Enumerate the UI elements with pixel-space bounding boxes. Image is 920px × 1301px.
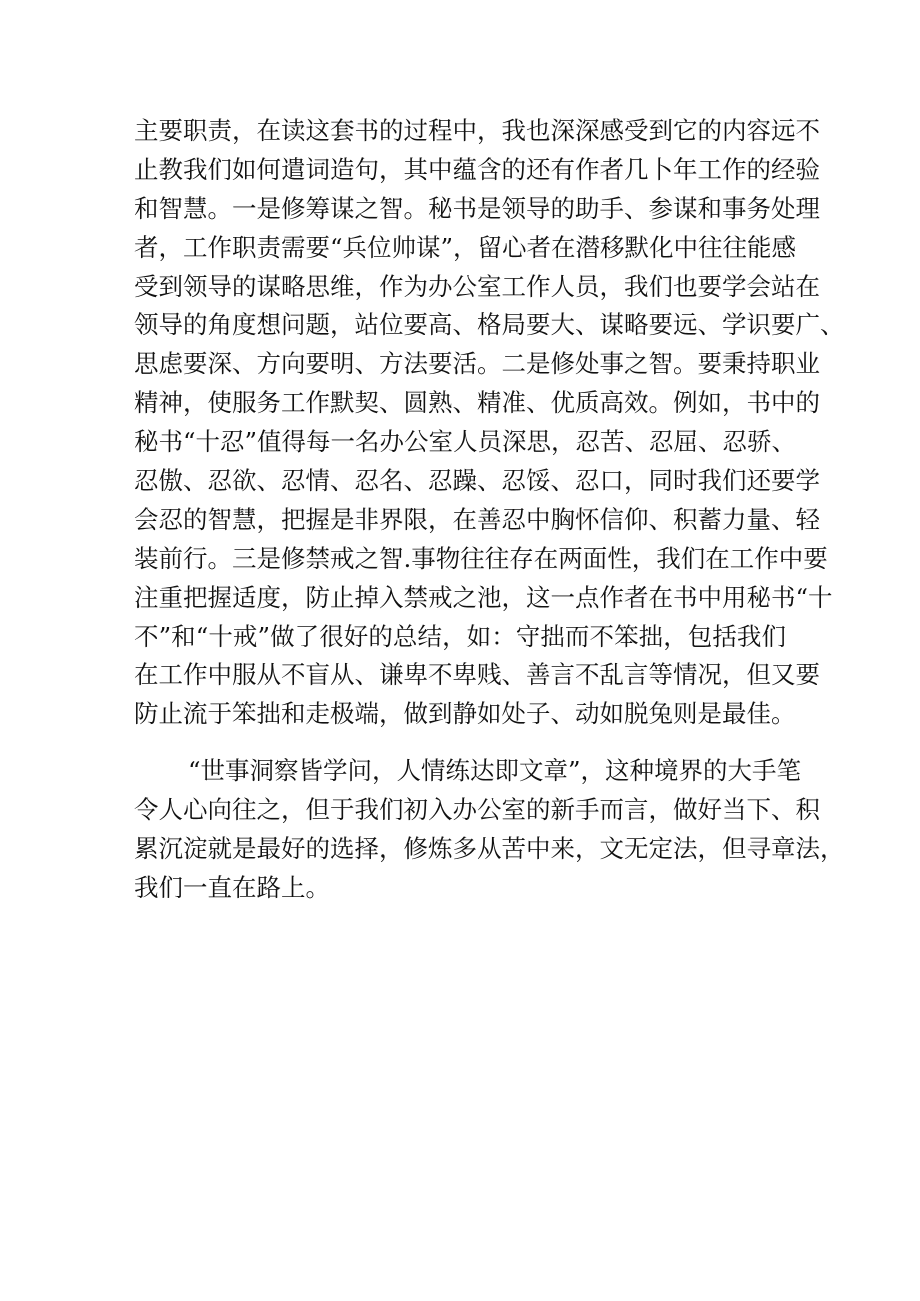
document-body	[134, 112, 845, 908]
paragraph-line: 止教我们如何遣词造句，其中蕴含的还有作者几卜年工作的经验	[134, 154, 820, 184]
paragraph-spacing	[134, 734, 786, 752]
paragraph-line: 受到领导的谋略思维，作为办公室工作人员，我们也要学会站在	[134, 271, 820, 301]
paragraph-line: 注重把握适度，防止掉入禁戒之池，这一点作者在书中用秘书“十	[134, 582, 833, 612]
paragraph-line: 会忍的智慧，把握是非界限，在善忍中胸怀信仰、积蓄力量、轻	[134, 504, 820, 534]
paragraph-1	[134, 112, 845, 734]
paragraph-line: 我们一直在路上。	[134, 872, 330, 902]
paragraph-line: 精神，使服务工作默契、圆熟、精准、优质高效。例如，书中的	[134, 388, 820, 418]
paragraph-2	[134, 752, 845, 908]
paragraph-line: 秘书“十忍”值得每一名办公室人员深思，忍苦、忍屈、忍骄、	[134, 427, 797, 457]
paragraph-line: 领导的角度想问题，站位要高、格局要大、谋略要远、学识要广、	[134, 310, 845, 340]
paragraph-line: 思虑要深、方向要明、方法要活。二是修处事之智。要秉持职业	[134, 349, 820, 379]
paragraph-line: 不”和“十戒”做了很好的总结，如：守拙而不笨拙，包括我们	[134, 621, 786, 651]
paragraph-line: 在工作中服从不盲从、谦卑不卑贱、善言不乱言等情况，但又要	[134, 660, 820, 690]
paragraph-line: 装前行。三是修禁戒之智.事物往往存在两面性，我们在工作中要	[134, 543, 828, 573]
paragraph-line: 和智慧。一是修筹谋之智。秘书是领导的助手、参谋和事务处理	[134, 193, 820, 223]
paragraph-line: 令人心向往之，但于我们初入办公室的新手而言，做好当下、积	[134, 795, 820, 825]
paragraph-line: 累沉淀就是最好的选择，修炼多从苦中来，文无定法，但寻章法，	[134, 834, 845, 864]
paragraph-line: 主要职责，在读这套书的过程中，我也深深感受到它的内容远不	[134, 116, 820, 145]
paragraph-line: “世事洞察皆学问，人情练达即文章”，这种境界的大手笔	[188, 756, 802, 786]
paragraph-line: 忍傲、忍欲、忍情、忍名、忍躁、忍馁、忍口，同时我们还要学	[134, 466, 820, 496]
paragraph-line: 者，工作职责需要“兵位帅谋”，留心者在潜移默化中往往能感	[134, 232, 797, 262]
paragraph-line: 防止流于笨拙和走极端，做到静如处子、动如脱兔则是最佳。	[134, 699, 796, 729]
